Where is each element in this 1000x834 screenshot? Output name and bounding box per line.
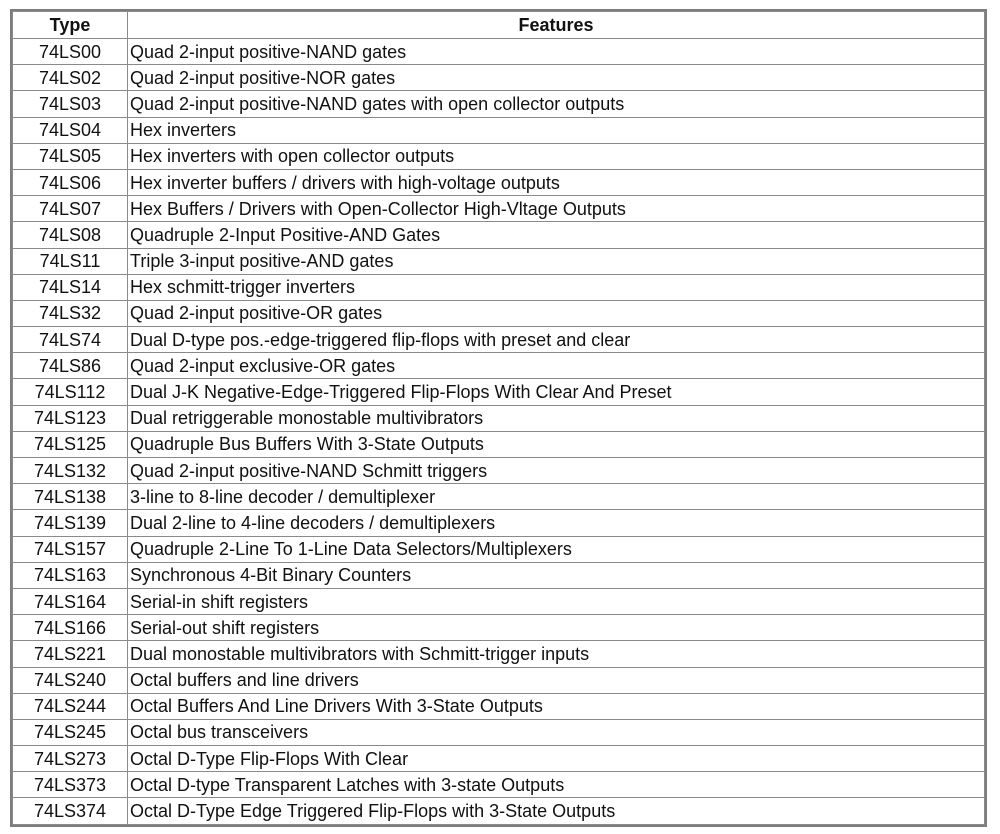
features-cell: Dual retriggerable monostable multivibrators	[128, 405, 985, 431]
type-cell: 74LS132	[13, 458, 128, 484]
type-cell: 74LS123	[13, 405, 128, 431]
features-cell: Hex Buffers / Drivers with Open-Collector High-Vltage Outputs	[128, 196, 985, 222]
features-cell: Hex inverters	[128, 117, 985, 143]
table-row	[13, 641, 985, 667]
table-row	[13, 379, 985, 405]
table-body	[13, 39, 985, 825]
type-cell: 74LS112	[13, 379, 128, 405]
table-row	[13, 798, 985, 824]
table-row	[13, 746, 985, 772]
type-column-header: Type	[13, 12, 128, 39]
features-cell: Quad 2-input positive-NAND gates	[128, 39, 985, 65]
features-cell: Octal bus transceivers	[128, 719, 985, 745]
type-cell: 74LS00	[13, 39, 128, 65]
ic-feature-table	[12, 11, 985, 825]
table-row	[13, 510, 985, 536]
type-cell: 74LS139	[13, 510, 128, 536]
header-row	[13, 12, 985, 39]
table-row	[13, 169, 985, 195]
features-cell: Octal D-type Transparent Latches with 3-state Outputs	[128, 772, 985, 798]
features-column-header: Features	[128, 12, 985, 39]
type-cell: 74LS86	[13, 353, 128, 379]
table-row	[13, 65, 985, 91]
table-row	[13, 274, 985, 300]
type-cell: 74LS125	[13, 431, 128, 457]
table-row	[13, 300, 985, 326]
table-row	[13, 405, 985, 431]
features-cell: Hex schmitt-trigger inverters	[128, 274, 985, 300]
type-cell: 74LS11	[13, 248, 128, 274]
features-cell: Dual 2-line to 4-line decoders / demultiplexers	[128, 510, 985, 536]
type-cell: 74LS04	[13, 117, 128, 143]
features-cell: Triple 3-input positive-AND gates	[128, 248, 985, 274]
table-row	[13, 615, 985, 641]
features-cell: Quad 2-input positive-NOR gates	[128, 65, 985, 91]
table-row	[13, 719, 985, 745]
features-cell: Serial-out shift registers	[128, 615, 985, 641]
features-cell: Hex inverters with open collector outputs	[128, 143, 985, 169]
table-row	[13, 143, 985, 169]
features-cell: Dual J-K Negative-Edge-Triggered Flip-Flops With Clear And Preset	[128, 379, 985, 405]
type-cell: 74LS138	[13, 484, 128, 510]
features-cell: 3-line to 8-line decoder / demultiplexer	[128, 484, 985, 510]
features-cell: Quad 2-input positive-NAND Schmitt triggers	[128, 458, 985, 484]
table-row	[13, 588, 985, 614]
table-header	[13, 12, 985, 39]
table-row	[13, 693, 985, 719]
type-cell: 74LS08	[13, 222, 128, 248]
table-row	[13, 327, 985, 353]
table-row	[13, 667, 985, 693]
table-row	[13, 248, 985, 274]
type-cell: 74LS221	[13, 641, 128, 667]
features-cell: Serial-in shift registers	[128, 588, 985, 614]
type-cell: 74LS74	[13, 327, 128, 353]
table-row	[13, 222, 985, 248]
table-row	[13, 353, 985, 379]
features-cell: Quadruple 2-Input Positive-AND Gates	[128, 222, 985, 248]
table-row	[13, 772, 985, 798]
type-cell: 74LS02	[13, 65, 128, 91]
features-cell: Quad 2-input positive-OR gates	[128, 300, 985, 326]
features-cell: Quad 2-input positive-NAND gates with open collector outputs	[128, 91, 985, 117]
type-cell: 74LS245	[13, 719, 128, 745]
table-row	[13, 536, 985, 562]
table-row	[13, 39, 985, 65]
features-cell: Octal D-Type Flip-Flops With Clear	[128, 746, 985, 772]
table-row	[13, 458, 985, 484]
table-row	[13, 431, 985, 457]
type-cell: 74LS273	[13, 746, 128, 772]
type-cell: 74LS05	[13, 143, 128, 169]
table-row	[13, 484, 985, 510]
type-cell: 74LS32	[13, 300, 128, 326]
table-row	[13, 117, 985, 143]
type-cell: 74LS06	[13, 169, 128, 195]
type-cell: 74LS163	[13, 562, 128, 588]
features-cell: Quadruple Bus Buffers With 3-State Outputs	[128, 431, 985, 457]
features-cell: Octal Buffers And Line Drivers With 3-State Outputs	[128, 693, 985, 719]
type-cell: 74LS244	[13, 693, 128, 719]
features-cell: Quad 2-input exclusive-OR gates	[128, 353, 985, 379]
table-row	[13, 196, 985, 222]
features-cell: Quadruple 2-Line To 1-Line Data Selectors/Multiplexers	[128, 536, 985, 562]
features-cell: Octal buffers and line drivers	[128, 667, 985, 693]
type-cell: 74LS07	[13, 196, 128, 222]
features-cell: Hex inverter buffers / drivers with high-voltage outputs	[128, 169, 985, 195]
type-cell: 74LS374	[13, 798, 128, 824]
type-cell: 74LS14	[13, 274, 128, 300]
type-cell: 74LS164	[13, 588, 128, 614]
type-cell: 74LS03	[13, 91, 128, 117]
features-cell: Synchronous 4-Bit Binary Counters	[128, 562, 985, 588]
table-row	[13, 91, 985, 117]
type-cell: 74LS240	[13, 667, 128, 693]
features-cell: Dual monostable multivibrators with Schmitt-trigger inputs	[128, 641, 985, 667]
features-cell: Octal D-Type Edge Triggered Flip-Flops with 3-State Outputs	[128, 798, 985, 824]
table-row	[13, 562, 985, 588]
type-cell: 74LS166	[13, 615, 128, 641]
features-cell: Dual D-type pos.-edge-triggered flip-flops with preset and clear	[128, 327, 985, 353]
type-cell: 74LS157	[13, 536, 128, 562]
ic-feature-table-container	[10, 9, 987, 827]
type-cell: 74LS373	[13, 772, 128, 798]
